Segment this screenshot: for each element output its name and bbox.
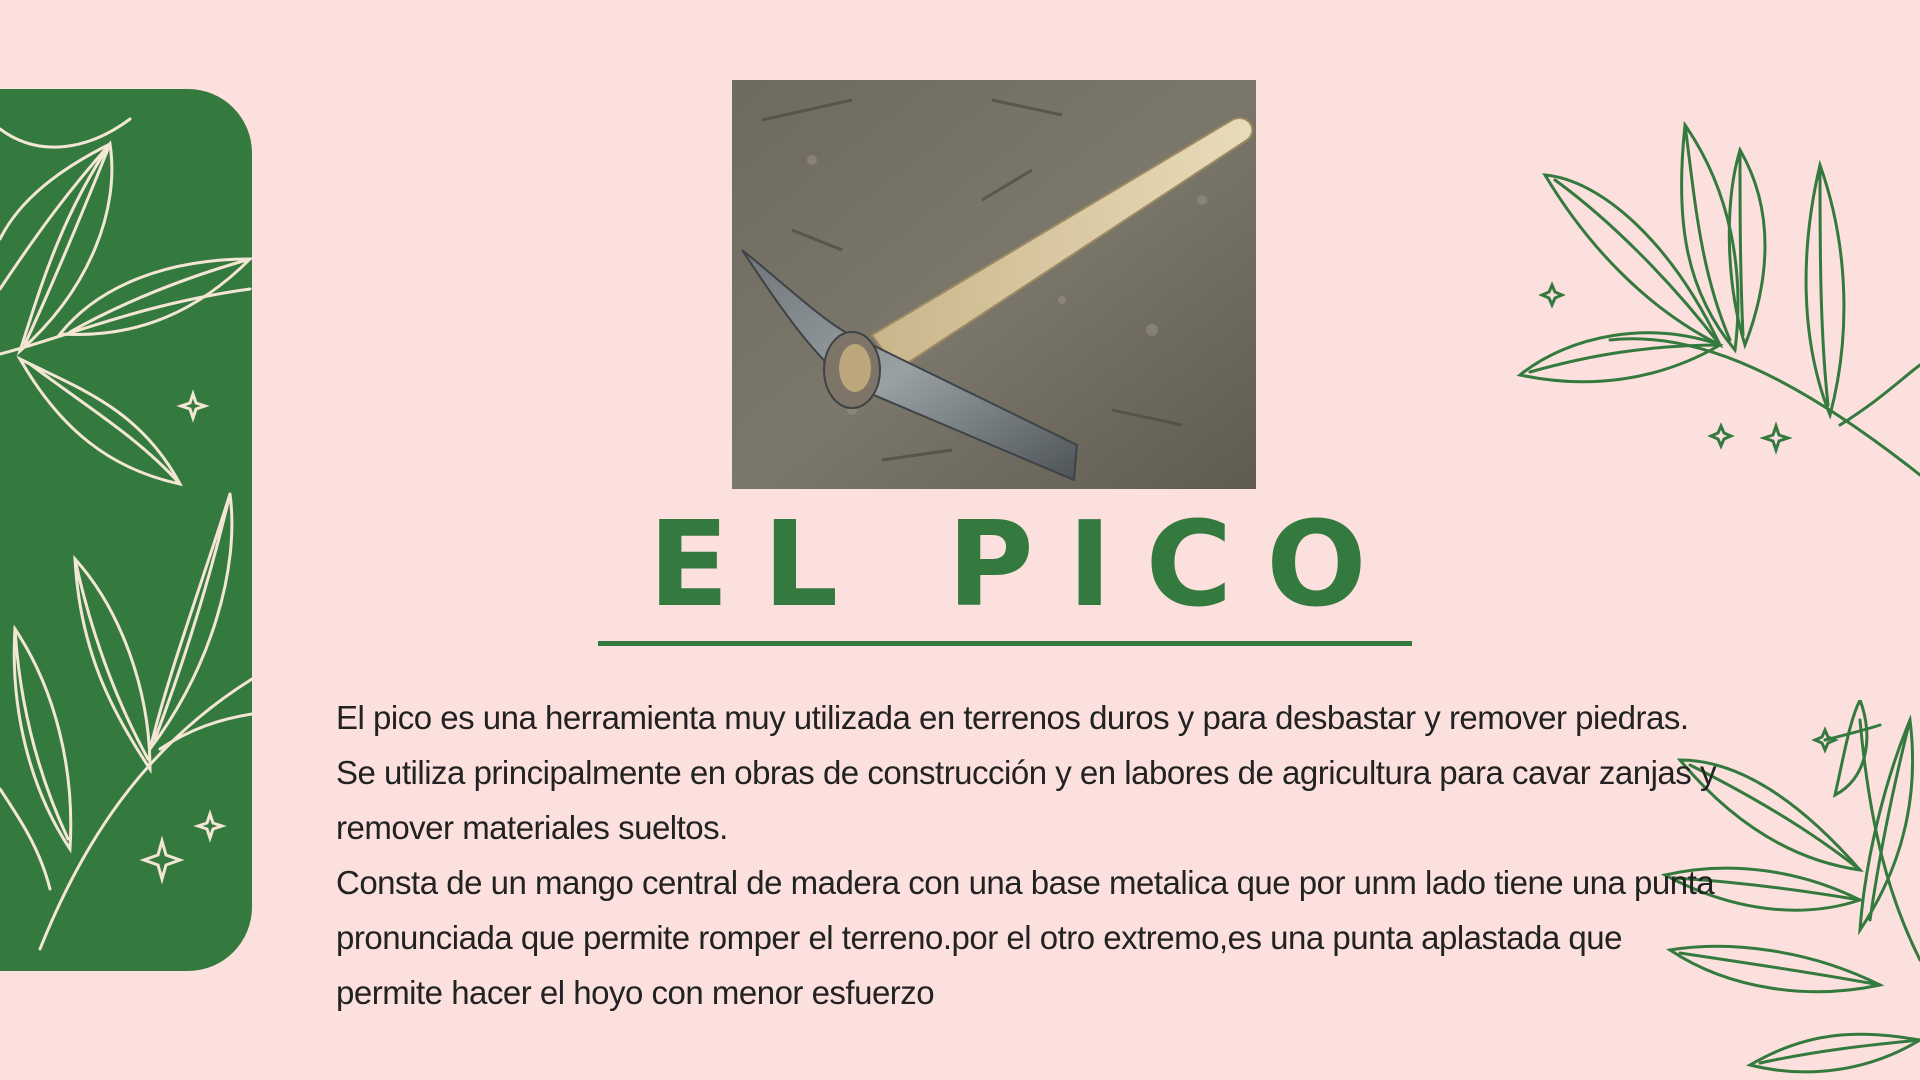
- leaf-branch-top-right-icon: [1500, 100, 1920, 490]
- pickaxe-photo-icon: [732, 80, 1256, 489]
- title-underline: [598, 641, 1412, 646]
- pickaxe-photo: [732, 80, 1256, 489]
- paragraph: El pico es una herramienta muy utilizada en terrenos duros y para desbastar y remover piedras. Se utiliza principalmente en obras de construcción y en labores de agricultura para cavar zanjas y remover materiales sueltos.: [336, 699, 1716, 846]
- paragraph: Consta de un mango central de madera con una base metalica que por unm lado tiene una punta pronunciada que permite romper el terreno.por el otro extremo,es una punta aplastada que permite hacer el hoyo con menor esfuerzo: [336, 864, 1715, 1011]
- page-title: EL PICO: [648, 495, 1401, 633]
- body-text: [336, 690, 1716, 1020]
- leaf-branch-icon: [0, 89, 252, 971]
- left-leaf-panel: [0, 89, 252, 971]
